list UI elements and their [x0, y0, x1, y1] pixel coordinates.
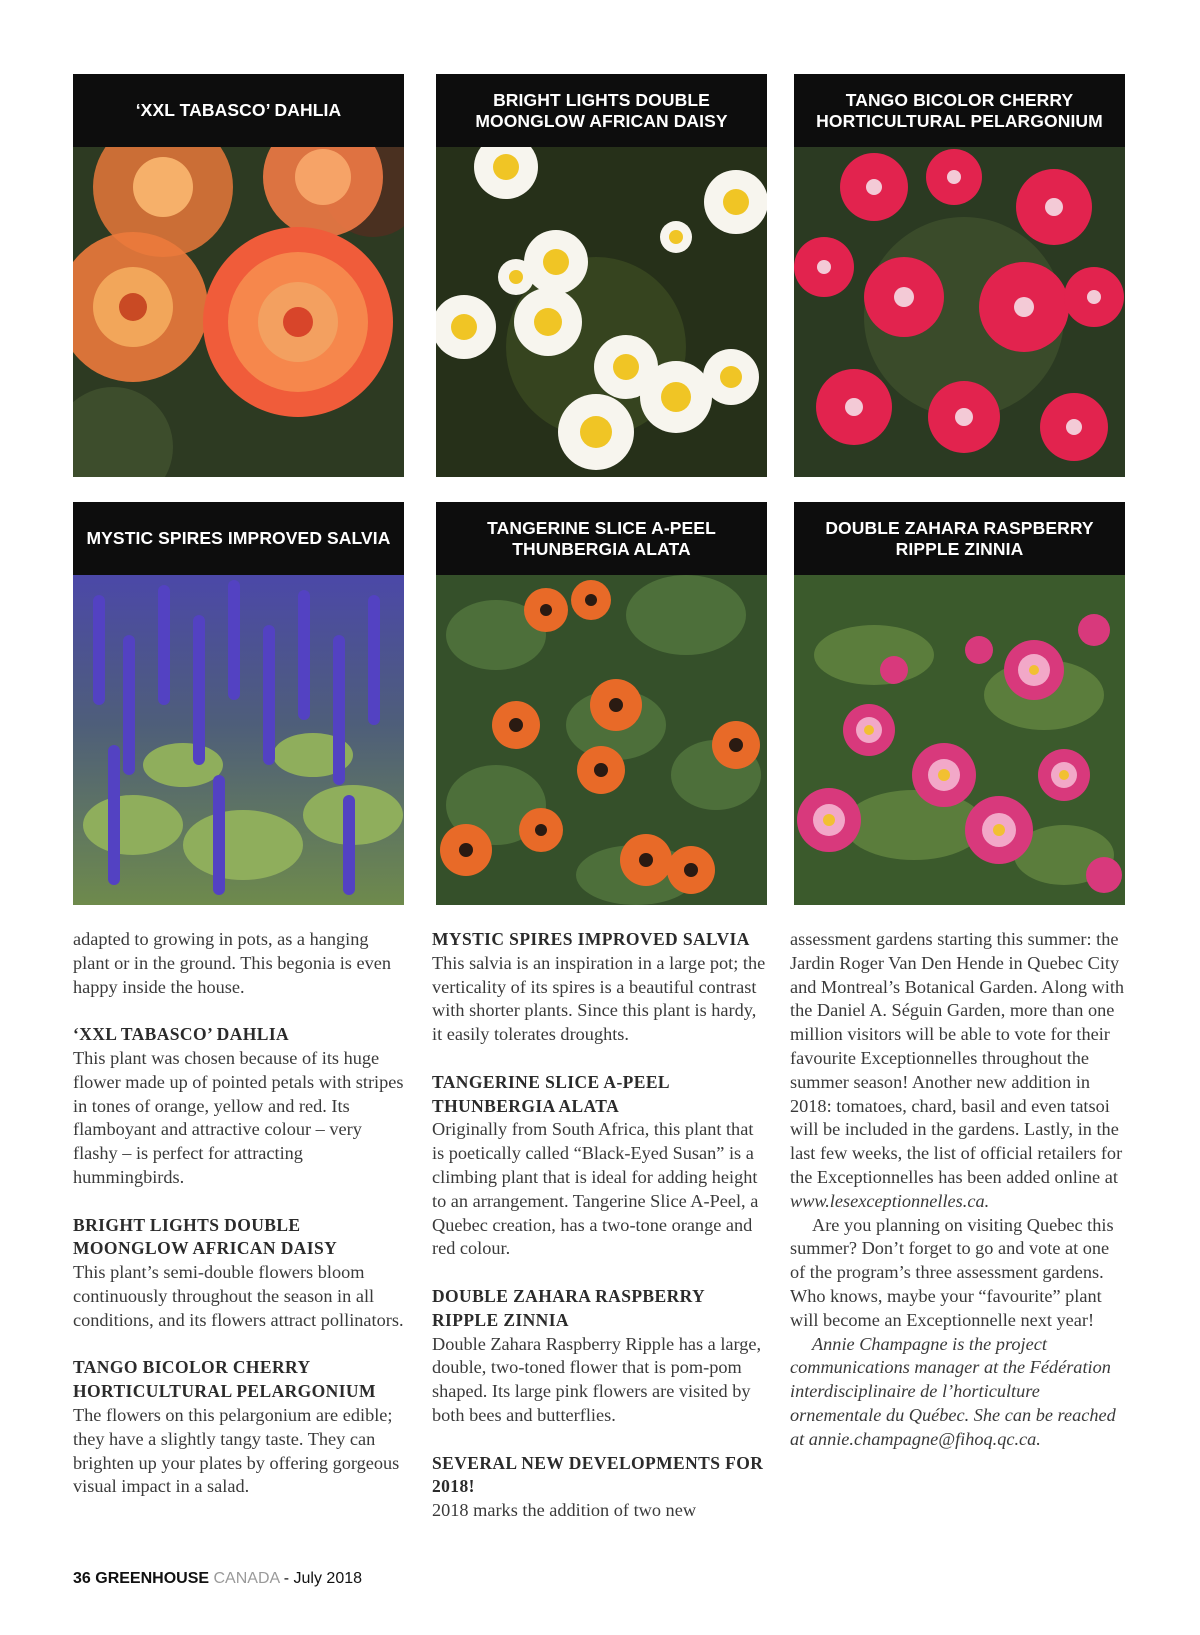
photo-card-dahlia [73, 74, 404, 477]
photo-card-zinnia [794, 502, 1125, 905]
pelargonium-photo [794, 147, 1125, 477]
section-paragraph: This salvia is an inspiration in a large pot; the verticality of its spires is a beautiful contrast with shorter plants. Since this plant is hardy, it easily tolerates droughts. [432, 952, 766, 1045]
section-paragraph: This plant was chosen because of its huge flower made up of pointed petals with stripes in tones of orange, yellow and red. Its flamboyant and attractive colour – very flashy – is perfect for attracting hummingbirds. [73, 1047, 404, 1187]
section-paragraph: 2018 marks the addition of two new [432, 1500, 697, 1521]
page-number: 36 [73, 1570, 91, 1587]
card-title: BRIGHT LIGHTS DOUBLE MOONGLOW AFRICAN DAISY [436, 74, 767, 147]
author-bio [790, 1333, 1125, 1452]
section-paragraph: Double Zahara Raspberry Ripple has a large, double, two-toned flower that is pom-pom shaped. Its large pink flowers are visited by both bees and butterflies. [432, 1333, 762, 1425]
photo-card-pelargonium [794, 74, 1125, 477]
magazine-brand-suffix: CANADA [213, 1570, 280, 1587]
photo-card-african-daisy [436, 74, 767, 477]
salvia-photo [73, 575, 404, 905]
section-heading: TANGERINE SLICE A-PEEL THUNBERGIA ALATA [432, 1071, 670, 1116]
issue-date: - July 2018 [283, 1570, 363, 1587]
section-paragraph: Originally from South Africa, this plant that is poetically called “Black-Eyed Susan” is a climbing plant that is ideal for adding height to an arrangement. Tangerine Slice A-Peel, a Quebec creation, has a two-tone orange and red colour. [432, 1119, 759, 1259]
section-paragraph: This plant’s semi-double flowers bloom continuously throughout the season in all conditions, and its flowers attract pollinators. [73, 1262, 404, 1330]
card-title: DOUBLE ZAHARA RASPBERRY RIPPLE ZINNIA [794, 502, 1125, 575]
card-title: TANGO BICOLOR CHERRY HORTICULTURAL PELARGONIUM [794, 74, 1125, 147]
thunbergia-photo [436, 575, 767, 905]
website-link[interactable]: www.lesexceptionnelles.ca. [790, 1190, 990, 1211]
text-column-3 [790, 928, 1125, 1452]
section-paragraph: Are you planning on visiting Quebec this summer? Don’t forget to go and vote at one of the program’s three assessment gardens. Who knows, maybe your “favourite” plant will become an Exceptionnelle next year! [790, 1214, 1114, 1330]
section-heading: MYSTIC SPIRES IMPROVED SALVIA [432, 929, 750, 949]
section-paragraph [790, 928, 1125, 1214]
card-title: ‘XXL TABASCO’ DAHLIA [73, 74, 404, 147]
section-heading: SEVERAL NEW DEVELOPMENTS FOR 2018! [432, 1452, 764, 1497]
text-column-1 [73, 928, 408, 1499]
section-heading: BRIGHT LIGHTS DOUBLE MOONGLOW AFRICAN DAISY [73, 1214, 338, 1259]
section-heading: TANGO BICOLOR CHERRY HORTICULTURAL PELARGONIUM [73, 1357, 376, 1402]
zinnia-photo [794, 575, 1125, 905]
section-heading: ‘XXL TABASCO’ DAHLIA [73, 1024, 290, 1045]
text-column-2 [432, 928, 767, 1523]
card-title: MYSTIC SPIRES IMPROVED SALVIA [73, 502, 404, 575]
photo-card-salvia [73, 502, 404, 905]
section-paragraph: The flowers on this pelargonium are edible; they have a slightly tangy taste. They can brighten up your plates by offering gorgeous visual impact in a salad. [73, 1404, 400, 1497]
section-heading: DOUBLE ZAHARA RASPBERRY RIPPLE ZINNIA [432, 1285, 705, 1330]
card-title: TANGERINE SLICE A-PEEL THUNBERGIA ALATA [436, 502, 767, 575]
intro-paragraph: adapted to growing in pots, as a hanging plant or in the ground. This begonia is even happy inside the house. [73, 929, 392, 997]
african-daisy-photo [436, 147, 767, 477]
photo-card-thunbergia [436, 502, 767, 905]
author-bio-text: Annie Champagne is the project communications manager at the Fédération interdisciplinaire de l’horticulture ornementale du Québec. She can be reached at annie.champagne@fihoq.qc.ca. [790, 1333, 1116, 1449]
magazine-brand: GREENHOUSE [95, 1570, 210, 1587]
paragraph-text: assessment gardens starting this summer: the Jardin Roger Van Den Hende in Quebec City and Montreal’s Botanical Garden. Along with the Daniel A. Séguin Garden, more than one million visitors will be able to vote for their favourite Exceptionnelles throughout the summer season! Another new addition in 2018: tomatoes, chard, basil and even tatsoi will be included in the gardens. Lastly, in the last few weeks, the list of official retailers for the Exceptionnelles has been added online at [790, 929, 1125, 1187]
dahlia-photo [73, 147, 404, 477]
page-footer [73, 1570, 362, 1588]
